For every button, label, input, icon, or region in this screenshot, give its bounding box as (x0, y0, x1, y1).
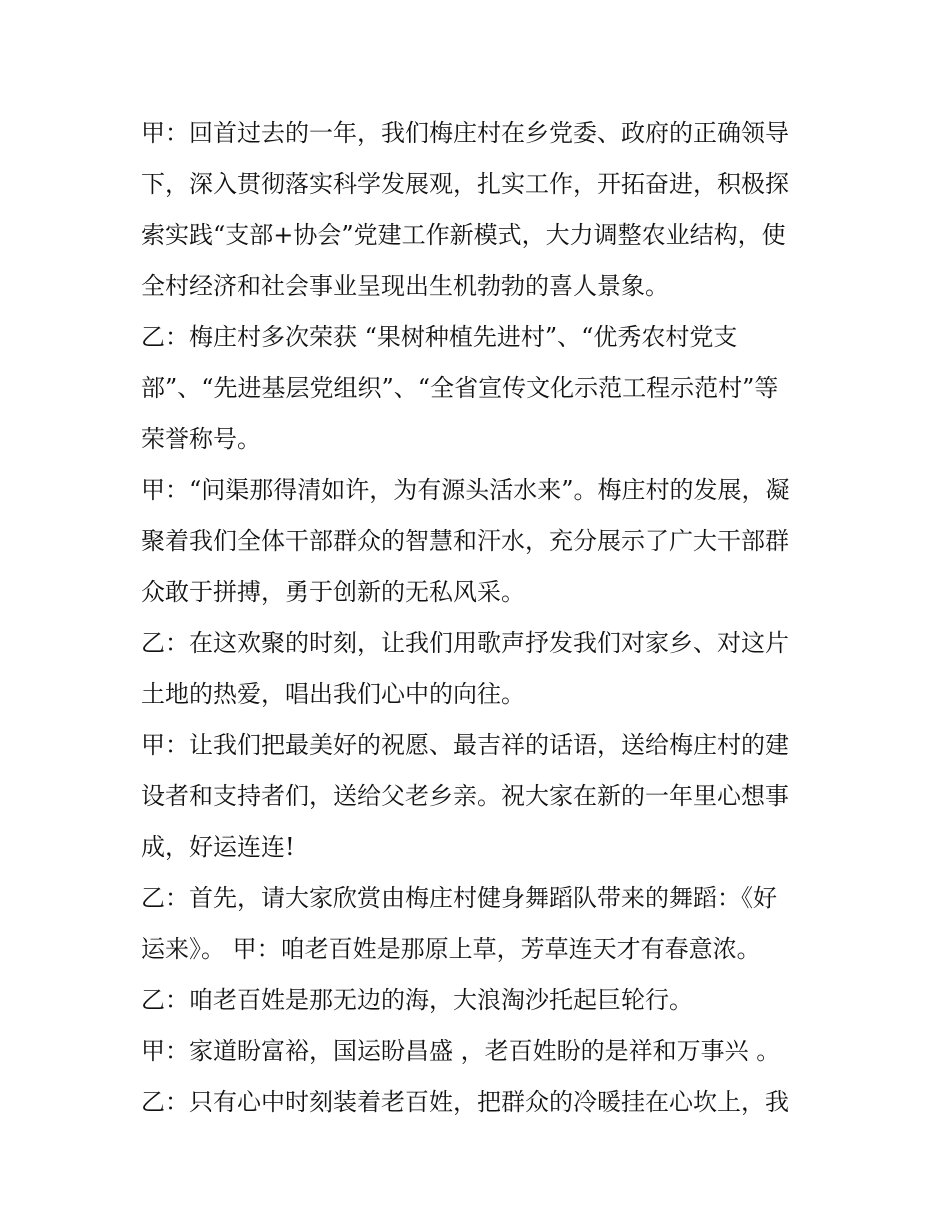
text-line: 荣誉称号。 (141, 425, 261, 453)
text-line: 运来》。 甲：咱老百姓是那原上草，芳草连天才有春意浓。 (141, 935, 761, 963)
text-line: 乙：咱老百姓是那无边的海，大浪淘沙托起巨轮行。 (141, 986, 693, 1014)
text-line: 设者和支持者们，送给父老乡亲。祝大家在新的一年里心想事 (141, 782, 789, 810)
text-line: 下，深入贯彻落实科学发展观，扎实工作，开拓奋进，积极探 (141, 170, 789, 198)
text-line: 众敢于拼搏，勇于创新的无私风采。 (141, 578, 525, 606)
text-line: 乙：在这欢聚的时刻，让我们用歌声抒发我们对家乡、对这片 (141, 629, 789, 657)
text-line: 聚着我们全体干部群众的智慧和汗水，充分展示了广大干部群 (141, 527, 789, 555)
text-line: 部”、“先进基层党组织”、“全省宣传文化示范工程示范村”等 (141, 374, 779, 402)
text-line: 乙：梅庄村多次荣获 “果树种植先进村”、“优秀农村党支 (141, 323, 738, 351)
text-line: 土地的热爱，唱出我们心中的向往。 (141, 680, 525, 708)
text-line: 甲：家道盼富裕，国运盼昌盛 ，老百姓盼的是祥和万事兴 。 (141, 1037, 781, 1065)
text-line: 全村经济和社会事业呈现出生机勃勃的喜人景象。 (141, 272, 669, 300)
text-line: 成，好运连连! (141, 833, 295, 861)
text-line: 乙：只有心中时刻装着老百姓，把群众的冷暖挂在心坎上，我 (141, 1088, 789, 1116)
text-line: 甲：回首过去的一年，我们梅庄村在乡党委、政府的正确领导 (141, 119, 789, 147)
text-line: 甲：“问渠那得清如许，为有源头活水来”。梅庄村的发展，凝 (141, 476, 790, 504)
text-line: 甲：让我们把最美好的祝愿、最吉祥的话语，送给梅庄村的建 (141, 731, 789, 759)
text-line: 乙：首先，请大家欣赏由梅庄村健身舞蹈队带来的舞蹈：《好 (141, 884, 777, 912)
document-body (141, 108, 821, 1128)
text-line: 索实践“支部+协会”党建工作新模式，大力调整农业结构，使 (141, 221, 786, 249)
